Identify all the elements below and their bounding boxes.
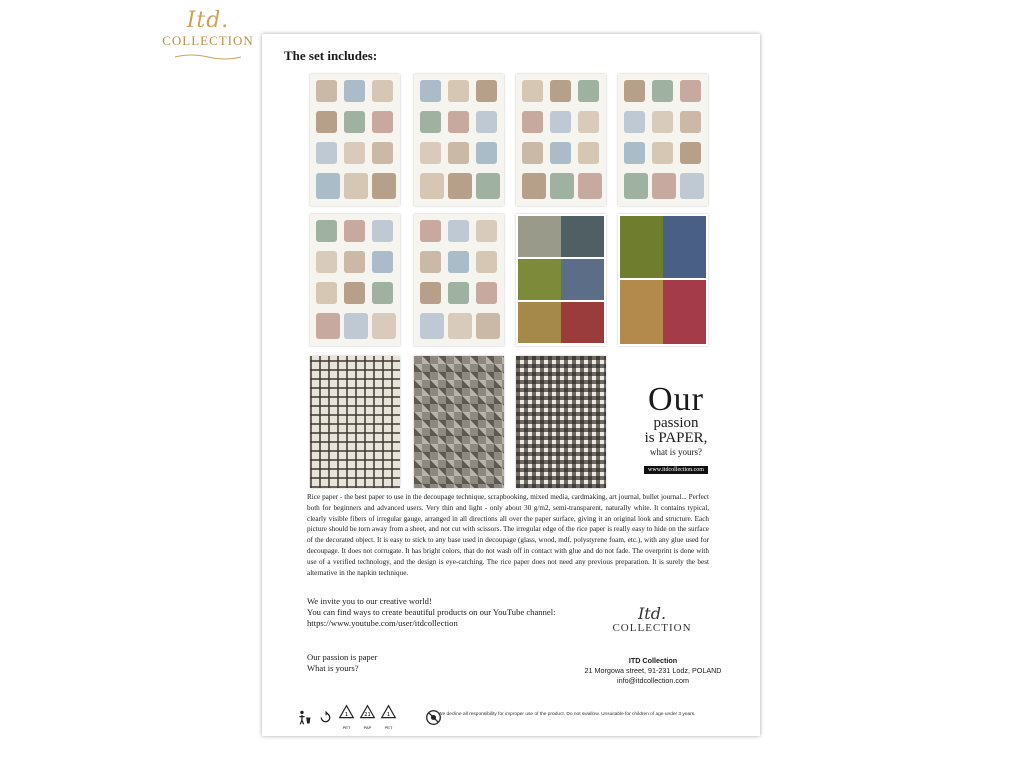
rice-paper-texture-a[interactable] (516, 214, 606, 346)
scene-tile (522, 80, 543, 102)
scene-tile (680, 142, 701, 164)
company-email[interactable]: info@itdcollection.com (616, 676, 689, 685)
scene-tile (578, 80, 599, 102)
scene-tile (550, 80, 571, 102)
company-name: ITD Collection (628, 656, 678, 665)
scene-tile (372, 80, 393, 102)
product-description: Rice paper - the best paper to use in the decoupage technique, scrapbooking, mixed media, cardmaking, art journal, bullet journal... Perfect both for beginners and advanced users. Very thin and light - only about 30 g/m2, semi-transparent, naturally white. It contains typical, clearly visible fibers of irregular gauge, arranged in all directions all over the paper surface, giving it an original look and structure. Each picture should be torn away from a sheet, and not cut with scissors. The irregular edge of the rice paper is really easy to hide on the surface of the decorated object. It is easy to stick to any base used in decoupage (glass, wood, mdf, polystyrene foam, etc.), with any glue used for decoupage. It does not corrugate. It has bright colors, that do not wash off in contact with glue and do not fade. The overprint is done with use of a verified technology, and the design is eye-catching. The rice paper does not need any previous preparation. It is surely the best alternative in the napkin technique. (307, 493, 709, 577)
scene-tile (624, 80, 645, 102)
scene-tile (420, 173, 444, 199)
scene-tile (476, 142, 497, 164)
scene-tile (448, 111, 469, 133)
scene-tile (316, 220, 337, 242)
scene-tile (476, 251, 497, 273)
set-includes-heading: The set includes: (284, 48, 378, 63)
texture-square (620, 216, 663, 278)
scene-tile (344, 313, 368, 339)
scene-tile (372, 111, 393, 133)
scene-tile (578, 142, 599, 164)
svg-text:1: 1 (344, 711, 349, 718)
disclaimer-text: We decline all responsibility for improper use of the product. Do not swallow. Unsuitable for children of age under 3 years. (438, 712, 696, 717)
scene-tile (316, 80, 337, 102)
product-sheet (262, 34, 760, 736)
invite-line-1: We invite you to our creative world! (307, 596, 432, 606)
rice-paper-thumb-3[interactable] (516, 74, 606, 206)
logo-brand: COLLECTION (612, 622, 692, 634)
rice-paper-thumb-4[interactable] (618, 74, 708, 206)
flourish-icon (173, 53, 243, 61)
scene-tile (372, 220, 393, 242)
scene-tile (652, 173, 676, 199)
texture-square (561, 302, 604, 343)
scene-tile (344, 142, 365, 164)
scene-tile (476, 80, 497, 102)
logo-script: Itd. (186, 8, 230, 33)
scene-tile (344, 282, 365, 304)
scene-tile (578, 111, 599, 133)
texture-square (561, 216, 604, 257)
svg-text:1: 1 (386, 711, 391, 718)
scene-tile (652, 142, 673, 164)
scene-tile (522, 142, 543, 164)
invite-block (307, 596, 555, 629)
scene-tile (372, 142, 393, 164)
rice-paper-plaid[interactable] (310, 356, 400, 488)
recycle-pap-icon (359, 704, 376, 730)
texture-square (518, 302, 561, 343)
scene-tile (680, 80, 701, 102)
scene-tile (476, 111, 497, 133)
slogan-line-2: passion (653, 415, 699, 431)
scene-tile (420, 313, 444, 339)
recycle-label: PET (384, 725, 393, 730)
scene-tile (420, 80, 441, 102)
recycle-arrow-icon (317, 709, 334, 726)
scene-tile (624, 111, 645, 133)
scene-tile (372, 251, 393, 273)
rice-paper-thumb-1[interactable] (310, 74, 400, 206)
scene-tile (344, 80, 365, 102)
scene-tile (420, 282, 441, 304)
scene-tile (420, 111, 441, 133)
scene-tile (476, 173, 500, 199)
scene-tile (624, 173, 648, 199)
rice-paper-thumb-6[interactable] (414, 214, 504, 346)
invite-line-2: You can find ways to create beautiful products on our YouTube channel: (307, 607, 556, 617)
scene-tile (372, 173, 396, 199)
recycle-pet-icon-2 (380, 704, 397, 730)
passion-slogan (634, 381, 718, 476)
scene-tile (476, 220, 497, 242)
scene-tile (448, 282, 469, 304)
slogan-line-1: Our (648, 381, 704, 418)
scene-tile (372, 282, 393, 304)
motto-line-2: What is yours? (307, 663, 359, 673)
rice-paper-gingham[interactable] (516, 356, 606, 488)
texture-square (518, 216, 561, 257)
scene-tile (316, 111, 337, 133)
scene-tile (316, 173, 340, 199)
scene-tile (344, 111, 365, 133)
rice-paper-mosaic[interactable] (414, 356, 504, 488)
rice-paper-thumb-2[interactable] (414, 74, 504, 206)
scene-tile (624, 142, 645, 164)
scene-tile (316, 282, 337, 304)
scene-tile (522, 173, 546, 199)
texture-square (663, 280, 706, 344)
scene-tile (448, 251, 469, 273)
scene-tile (420, 220, 441, 242)
scene-tile (550, 142, 571, 164)
scene-tile (448, 220, 469, 242)
texture-square (663, 216, 706, 278)
scene-tile (578, 173, 602, 199)
footer-icons (296, 706, 442, 728)
scene-tile (680, 173, 704, 199)
rice-paper-texture-b[interactable] (618, 214, 708, 346)
scene-tile (522, 111, 543, 133)
corner-brand-logo (146, 10, 270, 68)
slogan-line-3: is PAPER, (644, 430, 708, 446)
scene-tile (476, 313, 500, 339)
scene-tile (420, 251, 441, 273)
texture-square (620, 280, 663, 344)
scene-tile (448, 313, 472, 339)
recycle-label: PET (342, 725, 351, 730)
scene-tile (652, 80, 673, 102)
scene-tile (316, 251, 337, 273)
scene-tile (550, 111, 571, 133)
slogan-line-4: what is yours? (650, 447, 702, 457)
scene-tile (344, 173, 368, 199)
scene-tile (680, 111, 701, 133)
company-address (568, 656, 738, 686)
scene-tile (372, 313, 396, 339)
recycle-pet-icon (338, 704, 355, 730)
company-street: 21 Morgowa street, 91-231 Lodz, POLAND (584, 666, 722, 675)
logo-brand: COLLECTION (162, 33, 254, 48)
scene-tile (448, 173, 472, 199)
svg-text:21: 21 (364, 711, 371, 718)
tidyman-icon (296, 709, 313, 726)
scene-tile (550, 173, 574, 199)
rice-paper-thumb-5[interactable] (310, 214, 400, 346)
scene-tile (652, 111, 673, 133)
texture-square (561, 259, 604, 300)
motto-block (307, 652, 377, 674)
texture-square (518, 259, 561, 300)
scene-tile (476, 282, 497, 304)
recycle-label: PAP (363, 725, 372, 730)
scene-tile (316, 313, 340, 339)
youtube-link[interactable]: https://www.youtube.com/user/itdcollection (307, 618, 458, 628)
scene-tile (448, 80, 469, 102)
motto-line-1: Our passion is paper (307, 652, 378, 662)
scene-tile (344, 251, 365, 273)
scene-tile (420, 142, 441, 164)
slogan-url[interactable]: www.itdcollection.com (644, 466, 708, 474)
scene-tile (448, 142, 469, 164)
sheet-brand-logo (600, 606, 704, 634)
scene-tile (344, 220, 365, 242)
logo-script: Itd. (637, 604, 667, 623)
scene-tile (316, 142, 337, 164)
